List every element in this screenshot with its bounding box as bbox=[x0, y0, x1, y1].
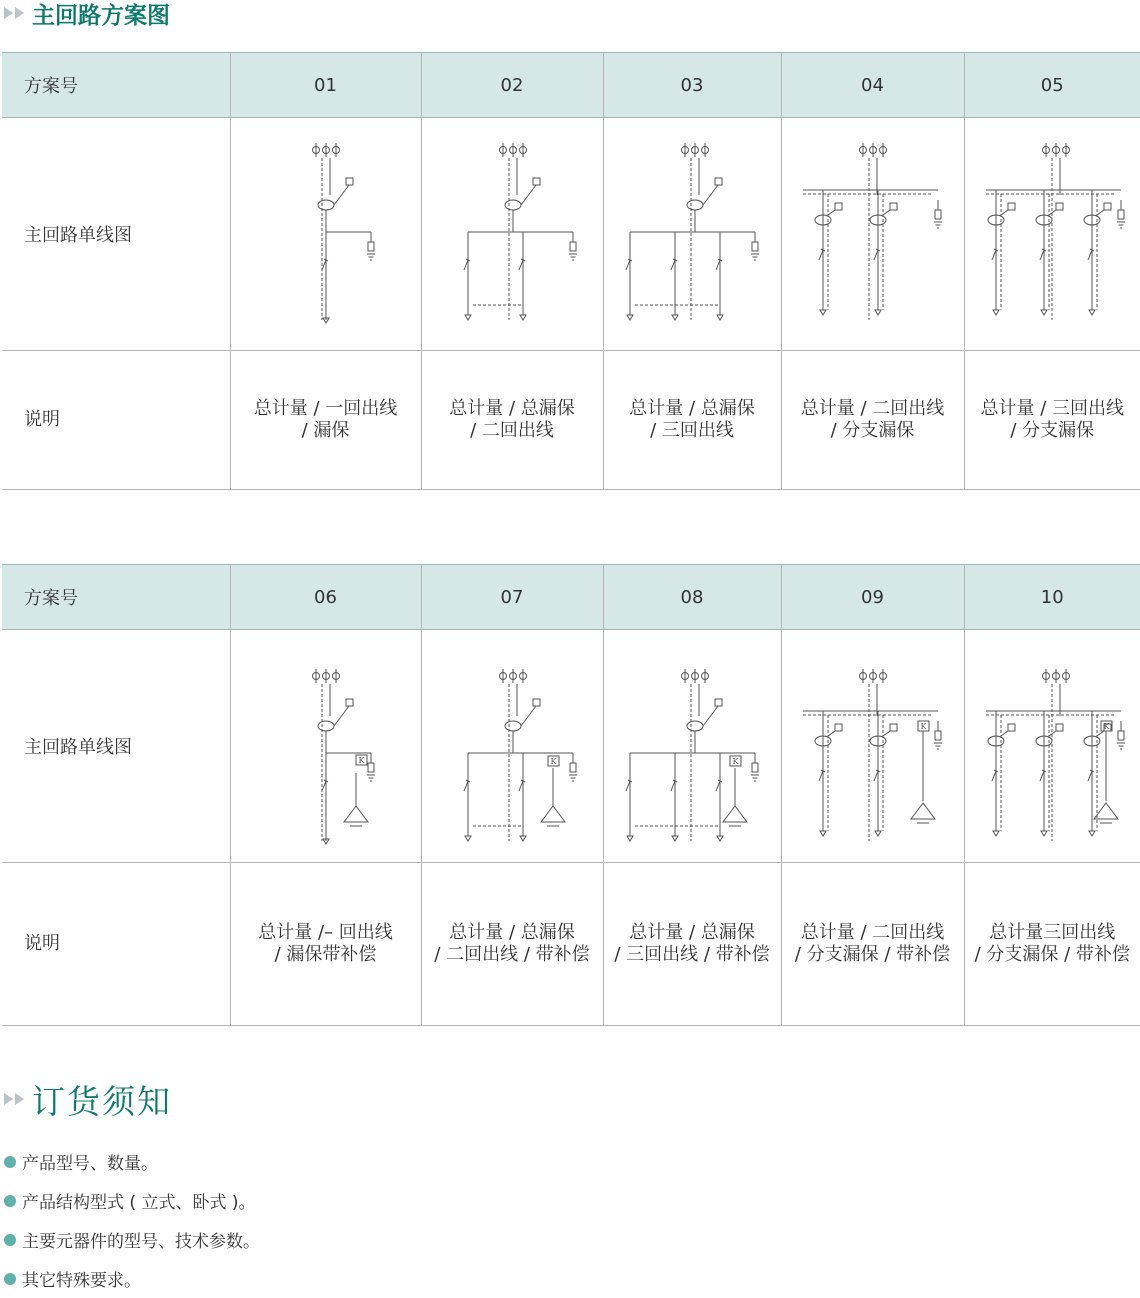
diagram-cell bbox=[230, 630, 421, 863]
controller-k-label: K bbox=[358, 756, 365, 765]
description-cell bbox=[603, 863, 781, 1026]
outgoing-terminal-icon bbox=[875, 831, 881, 836]
outgoing-terminal-icon bbox=[820, 310, 826, 315]
scheme-no: 08 bbox=[603, 565, 781, 630]
list-item bbox=[4, 1142, 260, 1181]
description-line: / 分支漏保 bbox=[831, 420, 915, 441]
diagram-stroke bbox=[1001, 731, 1008, 736]
diagram-stroke bbox=[874, 250, 878, 260]
current-transformer-icon bbox=[318, 721, 334, 731]
diagram-cell bbox=[964, 630, 1140, 863]
diagram-stroke bbox=[519, 781, 523, 791]
current-transformer-icon bbox=[505, 721, 521, 731]
double-arrow-icon bbox=[4, 7, 24, 19]
diagram-cell bbox=[421, 630, 603, 863]
description-line: / 漏保 bbox=[302, 420, 350, 441]
outgoing-terminal-icon bbox=[627, 836, 633, 841]
arrester-icon bbox=[935, 731, 941, 740]
outgoing-terminal-icon bbox=[672, 836, 678, 841]
meter-box-icon bbox=[715, 699, 722, 706]
diagram-stroke bbox=[334, 185, 349, 205]
outgoing-terminal-icon bbox=[520, 836, 526, 841]
diagram-cell bbox=[781, 630, 964, 863]
diagram-stroke bbox=[883, 210, 890, 215]
arrester-icon bbox=[570, 763, 576, 772]
current-transformer-icon bbox=[318, 200, 334, 210]
diagram-cell bbox=[421, 118, 603, 351]
diagram-stroke bbox=[464, 781, 468, 791]
outgoing-terminal-icon bbox=[627, 315, 633, 320]
capacitor-bank-icon bbox=[723, 806, 747, 822]
meter-box-icon bbox=[1008, 724, 1015, 731]
description-cell bbox=[421, 863, 603, 1026]
arrester-icon bbox=[752, 763, 758, 772]
description-line: 总计量 / 总漏保 bbox=[449, 398, 575, 419]
diagram-stroke bbox=[464, 260, 468, 270]
diagram-stroke bbox=[322, 260, 326, 270]
outgoing-terminal-icon bbox=[520, 315, 526, 320]
meter-box-icon bbox=[533, 699, 540, 706]
diagram-stroke bbox=[1001, 210, 1008, 215]
meter-box-icon bbox=[715, 178, 722, 185]
ordering-notes-list bbox=[4, 1142, 260, 1298]
bullet-dot-icon bbox=[4, 1234, 16, 1246]
meter-box-icon bbox=[835, 724, 842, 731]
outgoing-terminal-icon bbox=[1089, 831, 1095, 836]
outgoing-terminal-icon bbox=[465, 836, 471, 841]
controller-k-label: K bbox=[550, 757, 557, 766]
description-cell bbox=[781, 863, 964, 1026]
description-row bbox=[2, 863, 1140, 1026]
single-line-diagram bbox=[783, 641, 963, 851]
description-cell bbox=[964, 863, 1140, 1026]
diagram-stroke bbox=[519, 260, 523, 270]
single-line-diagram bbox=[966, 120, 1140, 348]
outgoing-terminal-icon bbox=[1041, 831, 1047, 836]
description-line: 总计量 / 三回出线 bbox=[980, 398, 1124, 419]
description-line: 总计量 /– 回出线 bbox=[258, 922, 393, 943]
section-title-text: 主回路方案图 bbox=[32, 0, 170, 30]
arrester-icon bbox=[1118, 731, 1124, 740]
meter-box-icon bbox=[346, 178, 353, 185]
description-label: 说明 bbox=[2, 863, 230, 1026]
list-item bbox=[4, 1181, 260, 1220]
diagram-stroke bbox=[334, 706, 349, 726]
single-line-diagram bbox=[605, 641, 785, 851]
outgoing-terminal-icon bbox=[717, 315, 723, 320]
diagram-stroke bbox=[1040, 250, 1044, 260]
diagram-stroke bbox=[1097, 210, 1104, 215]
description-line: / 分支漏保 / 带补偿 bbox=[975, 944, 1130, 965]
diagram-stroke bbox=[716, 781, 720, 791]
description-cell bbox=[421, 351, 603, 490]
single-line-diagram bbox=[605, 120, 785, 348]
diagram-cell bbox=[964, 118, 1140, 351]
double-arrow-icon bbox=[4, 1093, 24, 1105]
diagram-stroke bbox=[626, 260, 630, 270]
description-cell bbox=[781, 351, 964, 490]
description-cell bbox=[603, 351, 781, 490]
diagram-stroke bbox=[521, 706, 536, 726]
list-item bbox=[4, 1220, 260, 1259]
description-cell bbox=[230, 863, 421, 1026]
meter-box-icon bbox=[346, 699, 353, 706]
diagram-stroke bbox=[992, 250, 996, 260]
capacitor-bank-icon bbox=[911, 803, 935, 819]
scheme-no: 09 bbox=[781, 565, 964, 630]
arrester-icon bbox=[935, 210, 941, 219]
description-line: 总计量 / 一回出线 bbox=[254, 398, 398, 419]
diagram-stroke bbox=[671, 781, 675, 791]
outgoing-terminal-icon bbox=[875, 310, 881, 315]
note-text: 其它特殊要求。 bbox=[22, 1266, 141, 1291]
diagram-stroke bbox=[322, 781, 326, 791]
meter-box-icon bbox=[1008, 203, 1015, 210]
arrester-icon bbox=[570, 242, 576, 251]
diagram-stroke bbox=[626, 781, 630, 791]
meter-box-icon bbox=[533, 178, 540, 185]
bullet-dot-icon bbox=[4, 1273, 16, 1285]
current-transformer-icon bbox=[687, 200, 703, 210]
meter-box-icon bbox=[890, 203, 897, 210]
diagram-stroke bbox=[874, 771, 878, 781]
diagram-label: 主回路单线图 bbox=[2, 118, 230, 351]
description-line: / 三回出线 / 带补偿 bbox=[614, 944, 769, 965]
diagram-stroke bbox=[883, 731, 890, 736]
meter-box-icon bbox=[1056, 724, 1063, 731]
diagram-stroke bbox=[521, 185, 536, 205]
header-row bbox=[2, 53, 1140, 118]
diagram-stroke bbox=[819, 250, 823, 260]
scheme-no: 05 bbox=[964, 53, 1140, 118]
controller-k-label: K bbox=[1103, 722, 1110, 731]
section-title-main-circuit bbox=[4, 0, 170, 26]
diagram-stroke bbox=[1097, 731, 1104, 736]
diagram-stroke bbox=[819, 771, 823, 781]
scheme-no: 01 bbox=[230, 53, 421, 118]
description-line: / 漏保带补偿 bbox=[275, 944, 377, 965]
meter-box-icon bbox=[1056, 203, 1063, 210]
diagram-cell bbox=[603, 118, 781, 351]
capacitor-bank-icon bbox=[344, 806, 368, 822]
diagram-stroke bbox=[828, 210, 835, 215]
controller-k-label: K bbox=[920, 722, 927, 731]
list-item bbox=[4, 1259, 260, 1298]
meter-box-icon bbox=[835, 203, 842, 210]
description-line: 总计量 / 总漏保 bbox=[629, 922, 755, 943]
diagram-label: 主回路单线图 bbox=[2, 630, 230, 863]
capacitor-bank-icon bbox=[541, 806, 565, 822]
meter-box-icon bbox=[890, 724, 897, 731]
single-line-diagram bbox=[423, 120, 603, 348]
diagram-cell bbox=[781, 118, 964, 351]
outgoing-terminal-icon bbox=[717, 836, 723, 841]
diagram-stroke bbox=[671, 260, 675, 270]
outgoing-terminal-icon bbox=[820, 831, 826, 836]
outgoing-terminal-icon bbox=[993, 831, 999, 836]
outgoing-terminal-icon bbox=[1089, 310, 1095, 315]
single-line-diagram bbox=[966, 641, 1140, 851]
description-line: 总计量 / 总漏保 bbox=[449, 922, 575, 943]
diagram-stroke bbox=[992, 771, 996, 781]
diagram-stroke bbox=[1088, 250, 1092, 260]
current-transformer-icon bbox=[687, 721, 703, 731]
single-line-diagram bbox=[423, 641, 603, 851]
section-title-ordering bbox=[4, 1078, 172, 1120]
outgoing-terminal-icon bbox=[672, 315, 678, 320]
scheme-no: 10 bbox=[964, 565, 1140, 630]
header-row bbox=[2, 565, 1140, 630]
diagram-stroke bbox=[1088, 771, 1092, 781]
description-line: / 分支漏保 bbox=[1010, 420, 1094, 441]
section-title-text: 订货须知 bbox=[32, 1076, 172, 1123]
bullet-dot-icon bbox=[4, 1195, 16, 1207]
scheme-table-2 bbox=[2, 564, 1140, 1026]
diagram-stroke bbox=[828, 731, 835, 736]
single-line-diagram bbox=[236, 120, 416, 348]
single-line-diagram bbox=[236, 641, 416, 851]
description-row bbox=[2, 351, 1140, 490]
description-cell bbox=[964, 351, 1140, 490]
scheme-no: 04 bbox=[781, 53, 964, 118]
description-line: 总计量 / 二回出线 bbox=[801, 398, 945, 419]
diagram-row bbox=[2, 630, 1140, 863]
diagram-row bbox=[2, 118, 1140, 351]
meter-box-icon bbox=[1104, 203, 1111, 210]
description-line: / 三回出线 bbox=[650, 420, 734, 441]
note-text: 主要元器件的型号、技术参数。 bbox=[22, 1227, 260, 1252]
diagram-stroke bbox=[703, 185, 718, 205]
diagram-stroke bbox=[716, 260, 720, 270]
diagram-cell bbox=[230, 118, 421, 351]
description-line: / 二回出线 bbox=[470, 420, 554, 441]
note-text: 产品型号、数量。 bbox=[22, 1149, 158, 1174]
arrester-icon bbox=[368, 763, 374, 772]
single-line-diagram bbox=[783, 120, 963, 348]
description-label: 说明 bbox=[2, 351, 230, 490]
scheme-table-1 bbox=[2, 52, 1140, 490]
outgoing-terminal-icon bbox=[465, 315, 471, 320]
arrester-icon bbox=[368, 242, 374, 251]
scheme-no-label: 方案号 bbox=[2, 53, 230, 118]
description-line: 总计量三回出线 bbox=[989, 922, 1115, 943]
scheme-no: 02 bbox=[421, 53, 603, 118]
outgoing-terminal-icon bbox=[993, 310, 999, 315]
bullet-dot-icon bbox=[4, 1156, 16, 1168]
note-text: 产品结构型式 ( 立式、卧式 )。 bbox=[22, 1188, 255, 1213]
current-transformer-icon bbox=[505, 200, 521, 210]
arrester-icon bbox=[752, 242, 758, 251]
capacitor-bank-icon bbox=[1094, 803, 1118, 819]
description-line: 总计量 / 总漏保 bbox=[629, 398, 755, 419]
diagram-cell bbox=[603, 630, 781, 863]
scheme-no: 06 bbox=[230, 565, 421, 630]
scheme-no-label: 方案号 bbox=[2, 565, 230, 630]
description-line: / 分支漏保 / 带补偿 bbox=[795, 944, 950, 965]
description-line: 总计量 / 二回出线 bbox=[801, 922, 945, 943]
controller-k-label: K bbox=[732, 757, 739, 766]
arrester-icon bbox=[1118, 210, 1124, 219]
description-cell bbox=[230, 351, 421, 490]
description-line: / 二回出线 / 带补偿 bbox=[434, 944, 589, 965]
scheme-no: 07 bbox=[421, 565, 603, 630]
diagram-stroke bbox=[1040, 771, 1044, 781]
outgoing-terminal-icon bbox=[1041, 310, 1047, 315]
scheme-no: 03 bbox=[603, 53, 781, 118]
diagram-stroke bbox=[703, 706, 718, 726]
